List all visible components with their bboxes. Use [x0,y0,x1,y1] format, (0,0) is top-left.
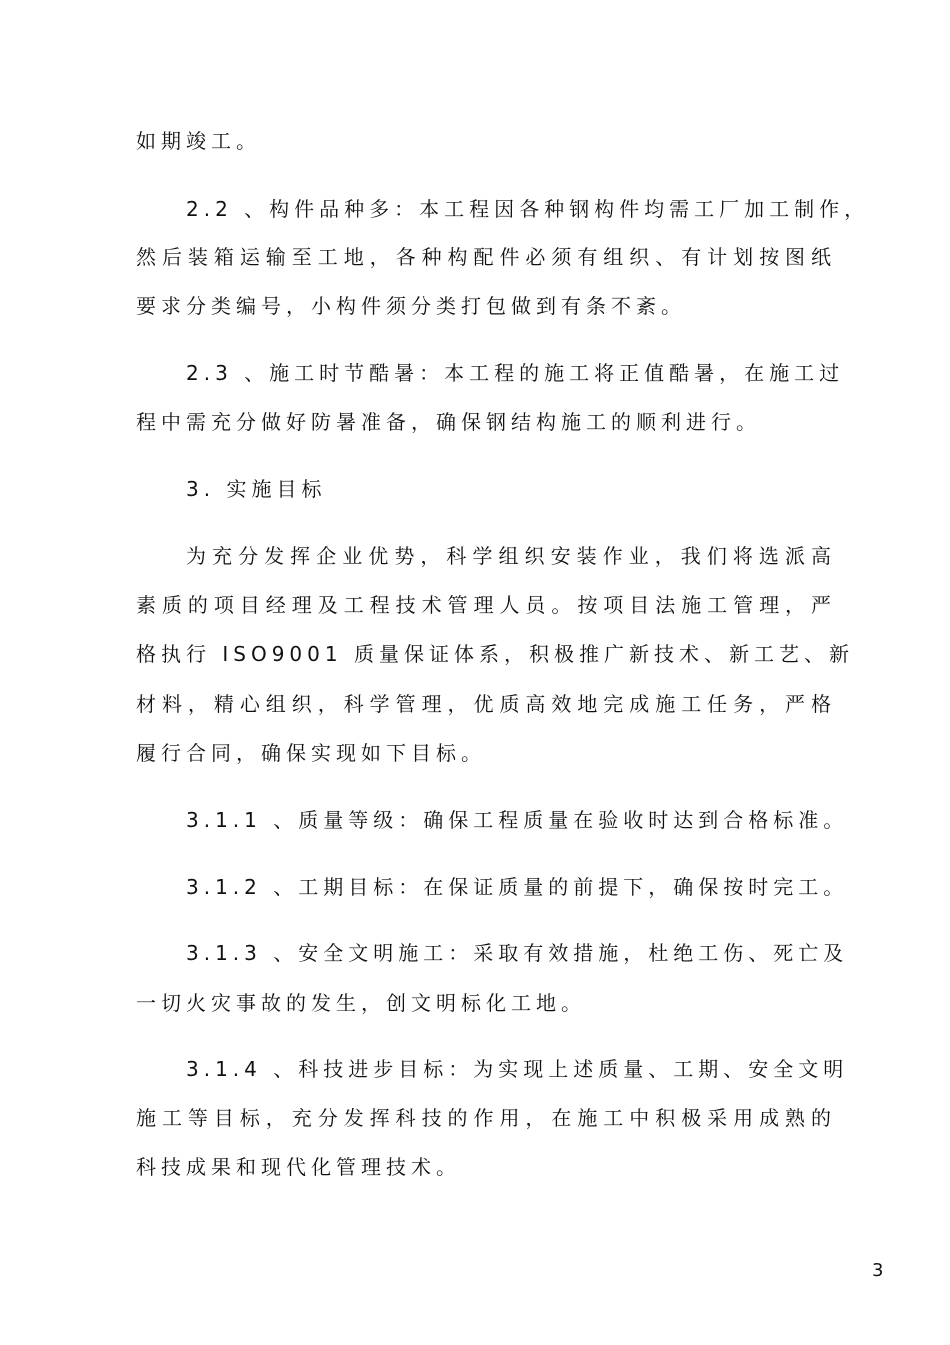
text-line-18: 施工等目标，充分发挥科技的作用，在施工中积极采用成熟的 [136,1106,836,1130]
text-line-11: 材料，精心组织，科学管理，优质高效地完成施工任务，严格 [136,692,836,716]
text-line-1: 如期竣工。 [136,129,261,153]
text-line-10: 格执行 ISO9001 质量保证体系，积极推广新技术、新工艺、新 [136,642,854,666]
text-line-16: 一切火灾事故的发生，创文明标化工地。 [136,991,586,1015]
text-line-17: 3.1.4 、科技进步目标：为实现上述质量、工期、安全文明 [186,1057,849,1081]
text-line-6: 程中需充分做好防暑准备，确保钢结构施工的顺利进行。 [136,410,761,434]
text-line-3: 然后装箱运输至工地，各种构配件必须有组织、有计划按图纸 [136,245,836,269]
text-line-13: 3.1.1 、质量等级：确保工程质量在验收时达到合格标准。 [186,808,849,832]
text-line-8: 为充分发挥企业优势，科学组织安装作业，我们将选派高 [186,544,836,568]
text-line-5: 2.3 、施工时节酷暑：本工程的施工将正值酷暑，在施工过 [186,361,845,385]
text-line-14: 3.1.2 、工期目标：在保证质量的前提下，确保按时完工。 [186,875,849,899]
text-line-15: 3.1.3 、安全文明施工：采取有效措施，杜绝工伤、死亡及 [186,941,849,965]
text-line-9: 素质的项目经理及工程技术管理人员。按项目法施工管理，严 [136,593,836,617]
text-line-4: 要求分类编号，小构件须分类打包做到有条不紊。 [136,294,686,318]
section-heading: 3. 实施目标 [186,477,327,501]
text-line-12: 履行合同，确保实现如下目标。 [136,741,486,765]
page-number: 3 [872,1260,884,1281]
text-line-19: 科技成果和现代化管理技术。 [136,1155,461,1179]
text-line-2: 2.2 、构件品种多：本工程因各种钢构件均需工厂加工制作， [186,197,870,221]
